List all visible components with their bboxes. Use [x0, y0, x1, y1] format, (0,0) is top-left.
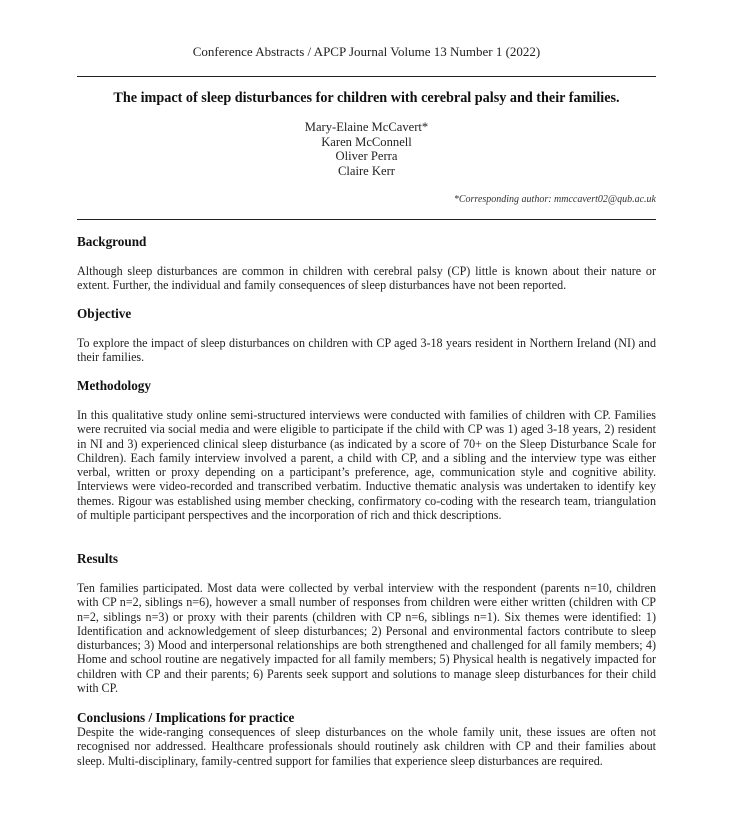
author-name: Claire Kerr [338, 163, 395, 178]
author-name: Mary-Elaine McCavert* [304, 120, 429, 134]
methodology-text: In this qualitative study online semi-structured interviews were conducted with families of children with CP. Families were recruited via social media and were eligible to participate if the child with CP was 1) aged 3-18 years, 2) resident in NI and 3) experienced clinical sleep disturbance (as indicated by a score of 70+ on the Sleep Disturbance Scale for Children). Each family interview involved a parent, a child with CP, and a sibling and the interview type was either verbal, written or proxy depending on a participant’s preference, age, communication style and cognitive ability. Interviews were video-recorded and transcribed verbatim. Inductive thematic analysis was undertaken to identify key themes. Rigour was established using member checking, confirmatory co-coding with the research team, triangulation of multiple participant perspectives and the incorporation of rich and thick descriptions. [77, 408, 656, 523]
methodology-heading: Methodology [77, 378, 151, 393]
author-name: Karen McConnell [321, 134, 412, 149]
background-text: Although sleep disturbances are common in children with cerebral palsy (CP) little is known about their nature or extent. Further, the individual and family consequences of sleep disturbances have not been reported. [77, 264, 656, 293]
author-list [77, 120, 656, 178]
bottom-rule [77, 219, 656, 220]
article-title: The impact of sleep disturbances for children with cerebral palsy and their families. [113, 90, 620, 106]
running-head: Conference Abstracts / APCP Journal Volume 13 Number 1 (2022) [192, 44, 541, 59]
author-name: Oliver Perra [335, 149, 398, 164]
conclusions-heading: Conclusions / Implications for practice [77, 710, 295, 725]
top-rule [77, 76, 656, 77]
objective-text: To explore the impact of sleep disturbances on children with CP aged 3-18 years resident in Northern Ireland (NI) and their families. [77, 336, 656, 365]
results-text: Ten families participated. Most data were collected by verbal interview with the respondent (parents n=10, children with CP n=2, siblings n=6), however a small number of responses from children were either written (children with CP n=2, siblings n=3) or proxy with their parents (children with CP n=6, siblings n=1). Six themes were identified: 1) Identification and acknowledgement of sleep disturbances; 2) Personal and environmental factors contribute to sleep disturbances; 3) Mood and interpersonal relationships are both strengthened and challenged for all family members; 4) Home and school routine are negatively impacted for all family members; 5) Physical health is negatively impacted for children with CP and their parents; 6) Parents seek support and solutions to manage sleep disturbances for their child with CP. [77, 581, 656, 696]
background-heading: Background [77, 234, 147, 249]
corresponding-author-note: *Corresponding author: mmccavert02@qub.ac.uk [453, 194, 656, 205]
results-heading: Results [77, 551, 119, 566]
conclusions-text: Despite the wide-ranging consequences of sleep disturbances on the whole family unit, these issues are often not recognised nor addressed. Healthcare professionals should routinely ask children with CP and their families about sleep. Multi-disciplinary, family-centred support for families that experience sleep disturbances are required. [77, 725, 656, 768]
objective-heading: Objective [77, 306, 132, 321]
